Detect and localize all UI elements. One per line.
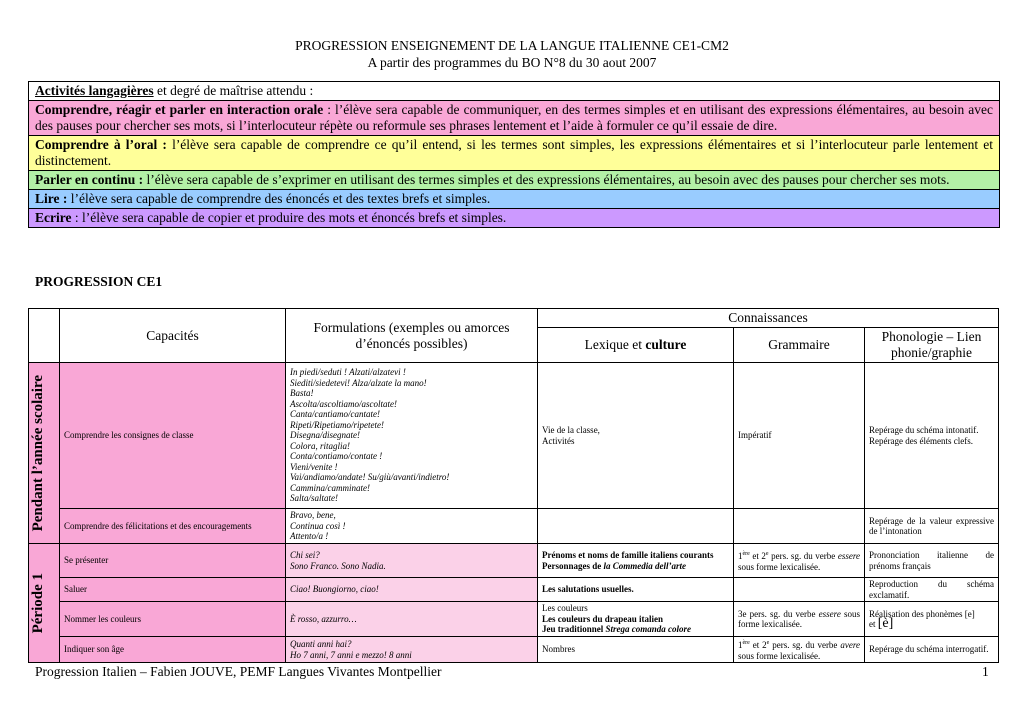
phono-consignes: [865, 363, 999, 509]
gram-sup: ère: [742, 551, 750, 557]
header-formulations: Formulations (exemples ou amorces d’énoncés possibles): [286, 309, 538, 363]
form-line: Conta/contiamo/contate !: [290, 451, 383, 462]
table-header-row: [29, 309, 999, 328]
activite-text: l’élève sera capable de comprendre ce qu’il entend, si les termes sont simples, les expressions élémentaires et si l’interlocuteur parle lentement et distinctement.: [35, 137, 993, 168]
table-row: [29, 363, 999, 509]
header-grammaire: Grammaire: [734, 328, 865, 363]
gram-verb: essere: [818, 608, 841, 619]
form-felicitations: [286, 509, 538, 544]
lex-line: Vie de la classe,: [542, 425, 600, 435]
cap-consignes: Comprendre les consignes de classe: [60, 363, 286, 509]
gram-part: 3e pers. sg. du verbe: [738, 608, 819, 619]
form-line: In piedi/seduti ! Alzati/alzatevi !: [290, 367, 406, 378]
form-line: Quanti anni hai?: [290, 639, 352, 649]
gram-part: pers. sg. du verbe: [768, 551, 838, 561]
form-line: Basta!: [290, 388, 314, 399]
phono-felicitations: Repérage de la valeur expressive de l’intonation: [865, 509, 999, 544]
phono-presenter: Prononciation italienne de prénoms français: [865, 544, 999, 578]
form-line: Bravo, bene,: [290, 510, 336, 521]
table-row: [29, 544, 999, 578]
gram-part: pers. sg. du verbe: [769, 640, 841, 650]
corner-cell: [29, 309, 60, 363]
lex-felicitations: [538, 509, 734, 544]
gram-sup: e: [765, 551, 769, 557]
gram-sup: ère: [742, 640, 750, 646]
form-line: Canta/cantiamo/cantate!: [290, 409, 380, 420]
progression-title: PROGRESSION CE1: [35, 274, 163, 289]
form-line: Vieni/venite !: [290, 461, 338, 472]
gram-felicitations: [734, 509, 865, 544]
activites-heading-bold: Activités langagières: [35, 83, 154, 98]
cap-saluer: Saluer: [60, 578, 286, 602]
form-line: Sono Franco. Sono Nadia.: [290, 560, 386, 571]
activite-text: l’élève sera capable de s’exprimer en utilisant des termes simples et des expressions élémentaires, au besoin avec des pauses pour chercher ses mots.: [143, 172, 950, 187]
phono-line: [869, 616, 994, 631]
activite-parler-continu: [29, 171, 999, 190]
form-presenter: [286, 544, 538, 578]
document-title: PROGRESSION ENSEIGNEMENT DE LA LANGUE ITALIENNE CE1-CM2: [295, 38, 729, 53]
gram-sup: e: [766, 640, 770, 646]
activite-comprendre-oral: [29, 136, 999, 171]
lex-presenter: [538, 544, 734, 578]
section-periode1: [29, 544, 60, 663]
footer-author: Progression Italien – Fabien JOUVE, PEMF Langues Vivantes Montpellier: [35, 664, 442, 679]
activite-text: : l’élève sera capable de communiquer, en des termes simples et en utilisant des expressions élémentaires, au besoin avec des pauses pour chercher ses mots, si l’interlocuteur répète ou reformule ses phrases lentement et l’aide à formuler ce qu’il essaie de dire.: [35, 102, 993, 133]
form-line: Continua così !: [290, 520, 346, 531]
lex-line: Prénoms et noms de famille italiens courants: [542, 550, 714, 560]
activite-ecrire: [29, 209, 999, 227]
gram-verb: essere: [837, 551, 860, 561]
header-phonologie: Phonologie – Lien phonie/graphie: [865, 328, 999, 363]
form-couleurs: È rosso, azzurro…: [286, 602, 538, 637]
activite-interaction-orale: [29, 101, 999, 136]
lex-saluer: Les salutations usuelles.: [538, 578, 734, 602]
footer-page-number: 1: [982, 664, 989, 679]
cap-felicitations: Comprendre des félicitations et des encouragements: [60, 509, 286, 544]
form-line: Ripeti/Ripetiamo/ripetete!: [290, 419, 384, 430]
form-line: Cammina/camminate!: [290, 482, 370, 493]
lex-couleurs: [538, 602, 734, 637]
lex-part-italic: Strega comanda colore: [605, 624, 692, 635]
activite-text: : l’élève sera capable de copier et produire des mots et énoncés brefs et simples.: [71, 210, 507, 225]
gram-consignes: Impératif: [734, 363, 865, 509]
form-line: Salta/saltate!: [290, 493, 338, 504]
lex-consignes: [538, 363, 734, 509]
phono-couleurs: [865, 602, 999, 637]
cap-couleurs: Nommer les couleurs: [60, 602, 286, 637]
activites-box: [28, 81, 1000, 228]
form-line: Attento/a !: [290, 531, 329, 542]
gram-saluer: [734, 578, 865, 602]
form-saluer: Ciao! Buongiorno, ciao!: [286, 578, 538, 602]
lex-line: Activités: [542, 435, 575, 446]
lex-part-italic: la Commedia dell’arte: [603, 560, 686, 571]
table-row: [29, 509, 999, 544]
cap-presenter: Se présenter: [60, 544, 286, 578]
gram-age: [734, 637, 865, 663]
header-lexique: [538, 328, 734, 363]
lex-line: Les couleurs: [542, 603, 588, 614]
header-connaissances: Connaissances: [538, 309, 999, 328]
activite-lire: [29, 190, 999, 209]
gram-part: 1: [738, 640, 743, 650]
form-line: Disegna/disegnate!: [290, 430, 360, 441]
table-row: [29, 637, 999, 663]
lex-line: [542, 624, 729, 635]
form-line: Chi sei?: [290, 550, 320, 560]
form-consignes: [286, 363, 538, 509]
lex-part: Jeu traditionnel: [542, 624, 606, 635]
section-periode1-label: Période 1: [30, 572, 46, 634]
header-culture-text: culture: [645, 337, 687, 352]
table-row: [29, 578, 999, 602]
gram-presenter: [734, 544, 865, 578]
activite-label: Ecrire: [35, 210, 72, 225]
gram-part: sous forme lexicalisée.: [738, 561, 821, 572]
form-line: Ascolta/ascoltiamo/ascoltate!: [290, 398, 397, 409]
header-lexique-text: Lexique et: [584, 337, 646, 352]
form-line: Vai/andiamo/andate! Su/giù/avanti/indietro!: [290, 472, 450, 483]
activite-text: l’élève sera capable de comprendre des énoncés et des textes brefs et simples.: [67, 191, 491, 206]
form-line: Siediti/siedetevi! Alza/alzate la mano!: [290, 377, 427, 388]
gram-part: et 2: [749, 640, 767, 650]
gram-couleurs: [734, 602, 865, 637]
phono-saluer: Reproduction du schéma exclamatif.: [865, 578, 999, 602]
lex-line: Les couleurs du drapeau italien: [542, 613, 664, 624]
document-subtitle: A partir des programmes du BO N°8 du 30 aout 2007: [367, 55, 657, 70]
lex-line: [542, 561, 729, 572]
phono-line: Réalisation des phonèmes [e]: [869, 608, 975, 619]
phono-part: et: [869, 619, 878, 629]
activites-heading: [29, 82, 999, 101]
activite-label: Parler en continu :: [35, 172, 144, 187]
phono-line: Repérage du schéma intonatif.: [869, 425, 979, 435]
activite-label: Lire :: [35, 191, 68, 206]
gram-part: sous forme lexicalisée.: [738, 650, 821, 661]
section-annee: [29, 363, 60, 544]
gram-part: et 2: [749, 551, 766, 561]
header-capacites: Capacités: [60, 309, 286, 363]
cap-age: Indiquer son âge: [60, 637, 286, 663]
form-line: Colora, ritaglia!: [290, 440, 351, 451]
phono-symbol: [è]: [877, 616, 894, 631]
form-line: Ho 7 anni, 7 anni e mezzo! 8 anni: [290, 649, 412, 660]
lex-part: Personnages de: [542, 560, 604, 571]
gram-verb: avere: [840, 640, 860, 650]
activites-heading-rest: et degré de maîtrise attendu :: [153, 83, 314, 98]
phono-line: Repérage des éléments clefs.: [869, 435, 973, 446]
section-annee-label: Pendant l’année scolaire: [30, 374, 46, 532]
lex-age: Nombres: [538, 637, 734, 663]
gram-part: sous forme lexicalisée.: [738, 608, 860, 629]
form-age: [286, 637, 538, 663]
activite-label: Comprendre, réagir et parler en interaction orale: [35, 102, 324, 117]
table-row: [29, 602, 999, 637]
gram-part: 1: [738, 551, 743, 561]
progression-table: [28, 308, 999, 663]
phono-age: Repérage du schéma interrogatif.: [865, 637, 999, 663]
activite-label: Comprendre à l’oral :: [35, 137, 167, 152]
